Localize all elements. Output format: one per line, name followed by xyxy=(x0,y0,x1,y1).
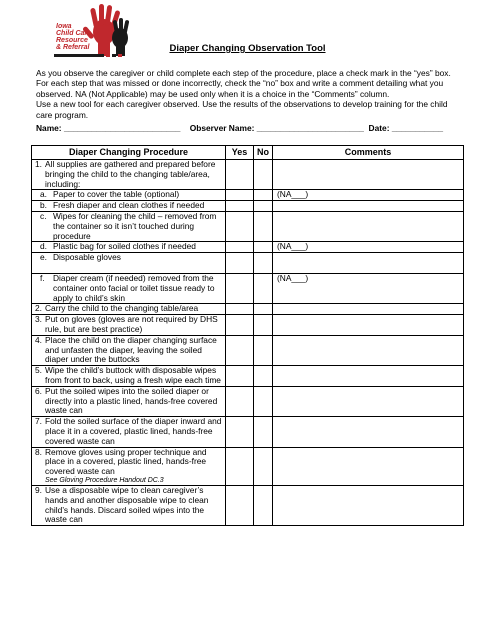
no-checkbox-cell[interactable] xyxy=(254,160,273,190)
procedure-step xyxy=(32,315,225,335)
na-marker xyxy=(273,159,277,169)
yes-checkbox-cell[interactable] xyxy=(226,315,254,336)
yes-checkbox-cell[interactable] xyxy=(226,242,254,253)
step-text: Put on gloves (gloves are not required by DHS rule, but are best practice) xyxy=(45,314,218,334)
step-number: 1. xyxy=(35,159,42,169)
date-field[interactable]: ___________ xyxy=(391,123,444,133)
comments-cell[interactable] xyxy=(273,211,464,241)
yes-checkbox-cell[interactable] xyxy=(226,273,254,303)
step-text-wrap xyxy=(53,274,225,303)
comments-cell[interactable] xyxy=(273,366,464,387)
date-label: Date: xyxy=(368,123,390,133)
comments-cell[interactable] xyxy=(273,304,464,315)
procedure-substep xyxy=(32,201,225,211)
step-text-wrap xyxy=(53,242,225,252)
procedure-step xyxy=(32,417,225,446)
yes-checkbox-cell[interactable] xyxy=(226,201,254,212)
table-row xyxy=(32,335,464,365)
logo-text-line: Resource xyxy=(56,37,88,44)
no-checkbox-cell[interactable] xyxy=(254,242,273,253)
comments-cell[interactable] xyxy=(273,315,464,336)
comments-cell[interactable] xyxy=(273,201,464,212)
name-line xyxy=(36,123,464,133)
logo-stripe xyxy=(54,54,122,57)
step-text-wrap xyxy=(53,212,225,241)
document-title: Diaper Changing Observation Tool xyxy=(169,43,326,54)
procedure-substep xyxy=(32,253,225,263)
table-row xyxy=(32,160,464,190)
comments-cell[interactable] xyxy=(273,485,464,525)
no-checkbox-cell[interactable] xyxy=(254,253,273,274)
no-checkbox-cell[interactable] xyxy=(254,273,273,303)
procedure-cell xyxy=(32,242,226,253)
step-text-wrap xyxy=(45,160,225,189)
procedure-cell xyxy=(32,315,226,336)
no-checkbox-cell[interactable] xyxy=(254,485,273,525)
procedure-cell xyxy=(32,366,226,387)
step-text-wrap xyxy=(45,304,225,314)
yes-checkbox-cell[interactable] xyxy=(226,386,254,416)
procedure-cell xyxy=(32,417,226,447)
step-note: See Gloving Procedure Handout DC.3 xyxy=(45,476,164,484)
procedure-substep xyxy=(32,274,225,303)
instructions-paragraph: As you observe the caregiver or child complete each step of the procedure, place a check mark in the “yes” box. For each step that was missed or done incorrectly, check the “no” box and write a comment detailing what you observed. NA (Not Applicable) may be used only when it is a choice in the “Comments” column. xyxy=(36,68,451,99)
procedure-cell xyxy=(32,485,226,525)
comments-cell[interactable] xyxy=(273,242,464,253)
procedure-cell xyxy=(32,253,226,274)
procedure-step xyxy=(32,160,225,189)
logo-text-line: & Referral xyxy=(56,44,90,51)
procedure-cell xyxy=(32,386,226,416)
no-checkbox-cell[interactable] xyxy=(254,315,273,336)
name-field[interactable]: _________________________ xyxy=(63,123,181,133)
step-number: 2. xyxy=(35,303,42,314)
step-text-wrap xyxy=(45,486,225,525)
table-header-row xyxy=(32,146,464,160)
procedure-step xyxy=(32,448,225,485)
step-text: Diaper cream (if needed) removed from the container onto facial or toilet tissue ready to apply to child’s skin xyxy=(53,272,215,303)
procedure-step xyxy=(32,366,225,386)
procedure-step xyxy=(32,387,225,416)
step-text: Wipes for cleaning the child – removed from the container so it isn’t touched during procedure xyxy=(53,210,217,241)
yes-checkbox-cell[interactable] xyxy=(226,485,254,525)
comments-cell[interactable] xyxy=(273,417,464,447)
yes-checkbox-cell[interactable] xyxy=(226,211,254,241)
observer-name-label: Observer Name: xyxy=(189,123,255,133)
na-marker xyxy=(273,485,277,495)
observation-table xyxy=(31,145,464,526)
step-number: 5. xyxy=(35,365,42,376)
step-text: Fresh diaper and clean clothes if needed xyxy=(53,200,205,211)
step-text-wrap xyxy=(45,417,225,446)
step-text-wrap xyxy=(53,253,225,263)
procedure-cell xyxy=(32,335,226,365)
table-row xyxy=(32,386,464,416)
table-row xyxy=(32,253,464,274)
step-number: 4. xyxy=(35,334,42,345)
na-marker xyxy=(273,386,277,396)
na-marker: (NA___) xyxy=(277,241,309,252)
observer-name-field[interactable]: _______________________ xyxy=(256,123,364,133)
no-header: No xyxy=(254,146,273,160)
yes-checkbox-cell[interactable] xyxy=(226,304,254,315)
na-marker xyxy=(273,314,277,324)
step-number: 6. xyxy=(35,385,42,396)
step-text-wrap xyxy=(45,315,225,335)
step-number: 7. xyxy=(35,416,42,427)
step-text: Place the child on the diaper changing surface and unfasten the diaper, leaving the soiled diaper under the buttocks xyxy=(45,334,217,365)
substep-letter: a. xyxy=(40,189,47,200)
step-text-wrap xyxy=(45,448,225,485)
substep-letter: e. xyxy=(40,252,47,263)
no-checkbox-cell[interactable] xyxy=(254,447,273,485)
procedure-cell xyxy=(32,447,226,485)
step-number: 9. xyxy=(35,484,42,495)
table-row xyxy=(32,304,464,315)
substep-letter: f. xyxy=(40,272,45,283)
step-text-wrap xyxy=(53,190,225,200)
na-marker xyxy=(273,303,277,313)
step-text: Plastic bag for soiled clothes if needed xyxy=(53,241,196,252)
logo-text-line: Iowa xyxy=(56,23,72,30)
step-number: 3. xyxy=(35,314,42,325)
step-text-wrap xyxy=(45,366,225,386)
na-marker xyxy=(273,252,277,262)
table-row xyxy=(32,315,464,336)
step-text: Disposable gloves xyxy=(53,252,121,263)
no-checkbox-cell[interactable] xyxy=(254,417,273,447)
instructions xyxy=(36,68,464,120)
table-row xyxy=(32,201,464,212)
step-text: Remove gloves using proper technique and place in a covered, plastic lined, hands-free covered waste can xyxy=(45,446,207,477)
step-text: All supplies are gathered and prepared before bringing the child to the changing table/area, including: xyxy=(45,159,216,189)
step-text: Paper to cover the table (optional) xyxy=(53,189,180,200)
no-checkbox-cell[interactable] xyxy=(254,304,273,315)
na-marker xyxy=(273,211,277,221)
step-text: Carry the child to the changing table/area xyxy=(45,303,199,314)
na-marker xyxy=(273,335,277,345)
step-text-wrap xyxy=(45,336,225,365)
na-marker: (NA___) xyxy=(277,272,309,283)
yes-checkbox-cell[interactable] xyxy=(226,447,254,485)
na-marker xyxy=(273,447,277,457)
comments-cell[interactable] xyxy=(273,386,464,416)
comments-cell[interactable] xyxy=(273,190,464,201)
no-checkbox-cell[interactable] xyxy=(254,201,273,212)
yes-checkbox-cell[interactable] xyxy=(226,190,254,201)
logo-text-line: Child Care xyxy=(56,30,92,37)
yes-checkbox-cell[interactable] xyxy=(226,366,254,387)
no-checkbox-cell[interactable] xyxy=(254,366,273,387)
comments-cell[interactable] xyxy=(273,253,464,274)
procedure-step xyxy=(32,304,225,314)
no-checkbox-cell[interactable] xyxy=(254,386,273,416)
step-text: Fold the soiled surface of the diaper inward and place it in a covered, plastic lined, hands-free covered waste can xyxy=(45,416,222,446)
table-row xyxy=(32,366,464,387)
procedure-header: Diaper Changing Procedure xyxy=(32,146,226,160)
step-text-wrap xyxy=(45,387,225,416)
table-row xyxy=(32,211,464,241)
procedure-cell xyxy=(32,201,226,212)
comments-header: Comments xyxy=(273,146,464,160)
comments-cell[interactable] xyxy=(273,447,464,485)
step-number: 8. xyxy=(35,446,42,457)
no-checkbox-cell[interactable] xyxy=(254,211,273,241)
table-row xyxy=(32,273,464,303)
procedure-substep xyxy=(32,242,225,252)
table-row xyxy=(32,417,464,447)
yes-checkbox-cell[interactable] xyxy=(226,253,254,274)
instructions-paragraph: Use a new tool for each caregiver observed. Use the results of the observations to develop training for the child care program. xyxy=(36,99,448,120)
comments-cell[interactable] xyxy=(273,273,464,303)
procedure-substep xyxy=(32,190,225,200)
yes-header: Yes xyxy=(226,146,254,160)
substep-letter: d. xyxy=(40,241,47,252)
substep-letter: c. xyxy=(40,210,47,221)
name-label: Name: xyxy=(36,123,62,133)
yes-checkbox-cell[interactable] xyxy=(226,335,254,365)
step-text: Wipe the child’s buttock with disposable wipes from front to back, using a fresh wipe each time xyxy=(45,365,221,385)
table-row xyxy=(32,447,464,485)
procedure-step xyxy=(32,486,225,525)
table-row xyxy=(32,190,464,201)
procedure-cell xyxy=(32,273,226,303)
iowa-ccrr-logo xyxy=(36,4,130,64)
na-marker: (NA___) xyxy=(277,189,309,200)
na-marker xyxy=(273,200,277,210)
table-row xyxy=(32,485,464,525)
procedure-cell xyxy=(32,190,226,201)
procedure-cell xyxy=(32,304,226,315)
procedure-cell xyxy=(32,211,226,241)
procedure-step xyxy=(32,336,225,365)
comments-cell[interactable] xyxy=(273,335,464,365)
na-marker xyxy=(273,416,277,426)
na-marker xyxy=(273,365,277,375)
table-row xyxy=(32,242,464,253)
no-checkbox-cell[interactable] xyxy=(254,190,273,201)
step-text-wrap xyxy=(53,201,225,211)
yes-checkbox-cell[interactable] xyxy=(226,417,254,447)
substep-letter: b. xyxy=(40,200,47,211)
yes-checkbox-cell[interactable] xyxy=(226,160,254,190)
comments-cell[interactable] xyxy=(273,160,464,190)
procedure-substep xyxy=(32,212,225,241)
no-checkbox-cell[interactable] xyxy=(254,335,273,365)
procedure-cell xyxy=(32,160,226,190)
step-text: Use a disposable wipe to clean caregiver’s hands and another disposable wipe to clean child’s hands. Discard soiled wipes into the waste can xyxy=(45,484,209,525)
step-text: Put the soiled wipes into the soiled diaper or directly into a plastic lined, hands-free covered waste can xyxy=(45,385,218,416)
